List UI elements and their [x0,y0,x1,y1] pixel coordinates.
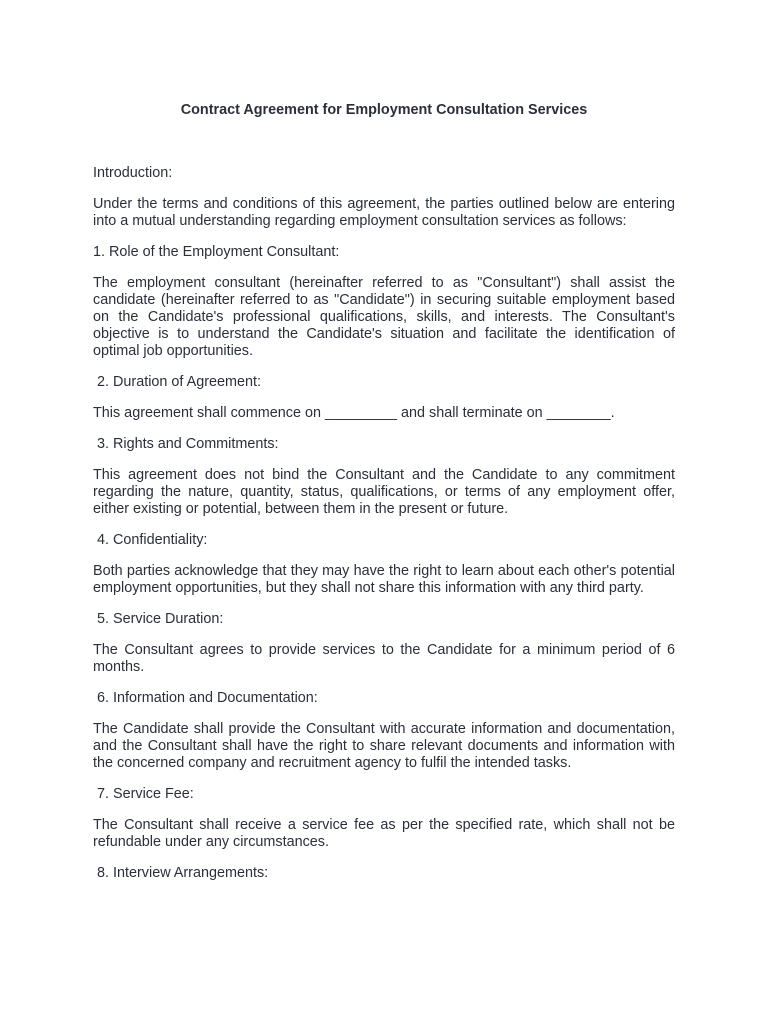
introduction-text: Under the terms and conditions of this agreement, the parties outlined below are entering into a mutual understanding regarding employment consultation services as follows: [93,196,675,229]
section-5-heading: 5. Service Duration: [97,611,224,627]
section-4-text: Both parties acknowledge that they may have the right to learn about each other's potential employment opportunities, but they shall not share this information with any third party. [93,563,675,596]
document-title: Contract Agreement for Employment Consultation Services [180,102,588,118]
section-4-heading: 4. Confidentiality: [97,532,208,548]
section-7-heading: 7. Service Fee: [97,786,194,802]
section-3-text: This agreement does not bind the Consultant and the Candidate to any commitment regarding the nature, quantity, status, qualifications, or terms of any employment offer, either existing or potential, between them in the present or future. [93,467,675,517]
section-6-heading: 6. Information and Documentation: [97,690,318,706]
section-7-text: The Consultant shall receive a service fee as per the specified rate, which shall not be refundable under any circumstances. [93,817,675,850]
section-8-heading: 8. Interview Arrangements: [97,865,269,881]
section-1-text: The employment consultant (hereinafter referred to as "Consultant") shall assist the candidate (hereinafter referred to as "Candidate") in securing suitable employment based on the Candidate's professional qualifications, skills, and interests. The Consultant's objective is to understand the Candidate's situation and facilitate the identification of optimal job opportunities. [93,275,675,359]
introduction-heading: Introduction: [93,165,173,181]
section-2-text: This agreement shall commence on _________ and shall terminate on ________. [93,405,615,421]
section-5-text: The Consultant agrees to provide services to the Candidate for a minimum period of 6 months. [93,642,675,675]
section-6-text: The Candidate shall provide the Consultant with accurate information and documentation, and the Consultant shall have the right to share relevant documents and information with the concerned company and recruitment agency to fulfil the intended tasks. [93,721,675,771]
section-1-heading: 1. Role of the Employment Consultant: [93,244,340,260]
section-2-heading: 2. Duration of Agreement: [97,374,261,390]
document-body [93,165,675,896]
section-3-heading: 3. Rights and Commitments: [97,436,279,452]
